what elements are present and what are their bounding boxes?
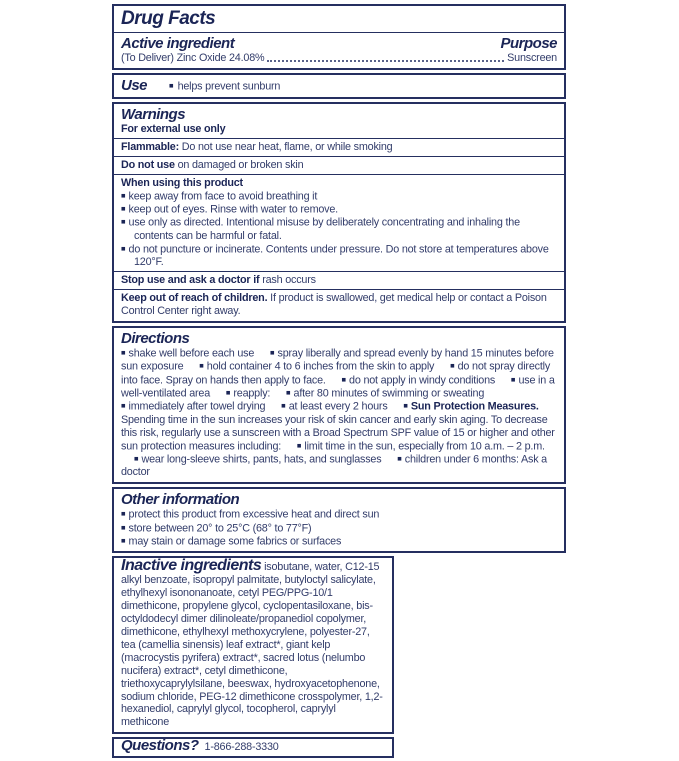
bullet-square-icon: ■ (121, 536, 126, 546)
bullet-square-icon: ■ (121, 401, 126, 411)
bullet-square-icon: ■ (281, 401, 286, 411)
dot-leader (267, 59, 504, 62)
drug-facts-label (112, 4, 566, 761)
inactive-ingredients-heading: Inactive ingredients (121, 557, 262, 575)
active-ingredient-name: (To Deliver) Zinc Oxide 24.08% (121, 52, 265, 64)
bullet-square-icon: ■ (121, 522, 126, 532)
bullet-square-icon: ■ (121, 243, 126, 253)
section-warnings (112, 102, 566, 323)
warnings-heading: Warnings (121, 105, 186, 123)
bullet-square-icon: ■ (134, 453, 139, 463)
direction-bold-text: Sun Protection Measures. (410, 400, 539, 413)
do-not-use-bold: Do not use (121, 158, 175, 171)
divider (114, 156, 564, 157)
active-ingredient-row (121, 52, 557, 65)
bullet-square-icon: ■ (169, 81, 174, 91)
section-use (112, 73, 566, 99)
divider (114, 32, 564, 33)
use-heading: Use (121, 76, 148, 94)
bullet-square-icon: ■ (121, 190, 126, 200)
active-ingredient-heading: Active ingredient (121, 35, 235, 52)
bullet-square-icon: ■ (403, 401, 408, 411)
bullet-square-icon: ■ (450, 361, 455, 371)
stop-use-text: rash occurs (259, 273, 316, 286)
active-ingredient-purpose: Sunscreen (507, 52, 557, 64)
section-other-information (112, 487, 566, 553)
bullet-item: ■ protect this product from excessive heat and direct sun (121, 508, 380, 521)
bullet-square-icon: ■ (270, 347, 275, 357)
questions-heading: Questions? (121, 737, 199, 755)
inactive-ingredients-paragraph (121, 557, 385, 729)
section-directions (112, 326, 566, 485)
stop-use-line (121, 274, 557, 287)
purpose-heading: Purpose (500, 35, 557, 52)
bullet-square-icon: ■ (296, 440, 302, 450)
keep-out-line (121, 292, 557, 318)
bullet-square-icon: ■ (199, 361, 204, 371)
divider (114, 138, 564, 139)
use-item (169, 80, 280, 93)
questions-phone: 1-866-288-3330 (204, 741, 279, 754)
when-using-heading: When using this product (121, 176, 243, 189)
drug-facts-title: Drug Facts (121, 8, 216, 29)
bullet-square-icon: ■ (121, 203, 126, 213)
bullet-item: ■ may stain or damage some fabrics or surfaces (121, 535, 342, 548)
flammable-text: Do not use near heat, flame, or while smoking (179, 140, 393, 153)
flammable-line (121, 141, 557, 154)
divider (114, 289, 564, 290)
use-item-text: helps prevent sunburn (177, 80, 281, 93)
do-not-use-text: on damaged or broken skin (174, 158, 304, 171)
bullet-square-icon: ■ (510, 374, 516, 384)
other-information-list (121, 508, 557, 548)
divider (114, 271, 564, 272)
section-questions (112, 737, 394, 758)
bullet-item: ■ use only as directed. Intentional misuse by deliberately concentrating and inhaling the contents can be harmful or fatal. (121, 216, 520, 242)
directions-flow: ■ shake well before each use ■ spray liberally and spread evenly by hand 15 minutes before sun exposure ■ hold container 4 to 6 inches from the skin to apply ■ do not spray directly into face. Spray on hands then apply to face. ■ do not apply in windy conditions ■ use in a well-ventilated area ■ reapply: ■ after 80 minutes of swimming or sweating ■ immediately after towel drying ■ at least every 2 hours ■ Sun Protection Measures. Spending time in the sun increases your risk of skin cancer and early skin aging. To decrease this risk, regularly use a sunscreen with a Broad Spectrum SPF value of 15 or higher and other sun protection measures including: ■ limit time in the sun, especially from 10 a.m. – 2 p.m. ■ wear long-sleeve shirts, pants, hats, and sunglasses ■ children under 6 months: Ask a doctor (121, 347, 555, 479)
bullet-square-icon: ■ (121, 509, 126, 519)
bullet-square-icon: ■ (397, 453, 402, 463)
other-information-heading: Other information (121, 491, 240, 509)
section-inactive-ingredients (112, 556, 394, 734)
bullet-item: ■ keep away from face to avoid breathing it (121, 190, 318, 203)
bullet-item: ■ keep out of eyes. Rinse with water to remove. (121, 203, 338, 216)
inactive-ingredients-text: isobutane, water, C12-15 alkyl benzoate, isopropyl palmitate, butyloctyl salicylate, ethylhexyl isononanoate, cetyl PEG/PPG-10/1 dimethicone, propylene glycol, cyclopentasiloxane, bis-octyldodecyl dimer dilinoleate/propanediol copolymer, dimethicone, ethylhexyl methoxycrylene, polyester-27, tea (camellia sinensis) leaf extract*, giant kelp (macrocystis pyrifera) extract*, sacred lotus (nelumbo nucifera) extract*, cetyl dimethicone, triethoxycaprylylsilane, beeswax, hydroxyacetophenone, sodium chloride, PEG-12 dimethicone crosspolymer, 1,2-hexanediol, caprylyl glycol, tocopherol, caprylyl methicone (121, 561, 383, 729)
bullet-square-icon: ■ (121, 217, 126, 227)
external-use-line: For external use only (121, 122, 226, 135)
bullet-square-icon: ■ (286, 387, 291, 397)
stop-use-bold: Stop use and ask a doctor if (121, 273, 260, 286)
do-not-use-line (121, 159, 557, 172)
divider (114, 174, 564, 175)
directions-heading: Directions (121, 329, 190, 347)
section-title-and-active-ingredient (112, 4, 566, 70)
bullet-item: ■ store between 20° to 25°C (68° to 77°F) (121, 522, 312, 535)
bullet-item: ■ do not puncture or incinerate. Contents under pressure. Do not store at temperatures above 120°F. (121, 243, 549, 269)
bullet-square-icon: ■ (225, 387, 231, 397)
when-using-list (121, 190, 557, 269)
bullet-square-icon: ■ (341, 374, 347, 384)
flammable-bold: Flammable: (121, 140, 179, 153)
keep-out-bold: Keep out of reach of children. (121, 291, 268, 304)
active-ingredient-header-row (121, 35, 557, 52)
keep-out-text: If product is swallowed, get medical help or contact a Poison Control Center right away. (121, 291, 547, 317)
bullet-square-icon: ■ (121, 347, 126, 357)
